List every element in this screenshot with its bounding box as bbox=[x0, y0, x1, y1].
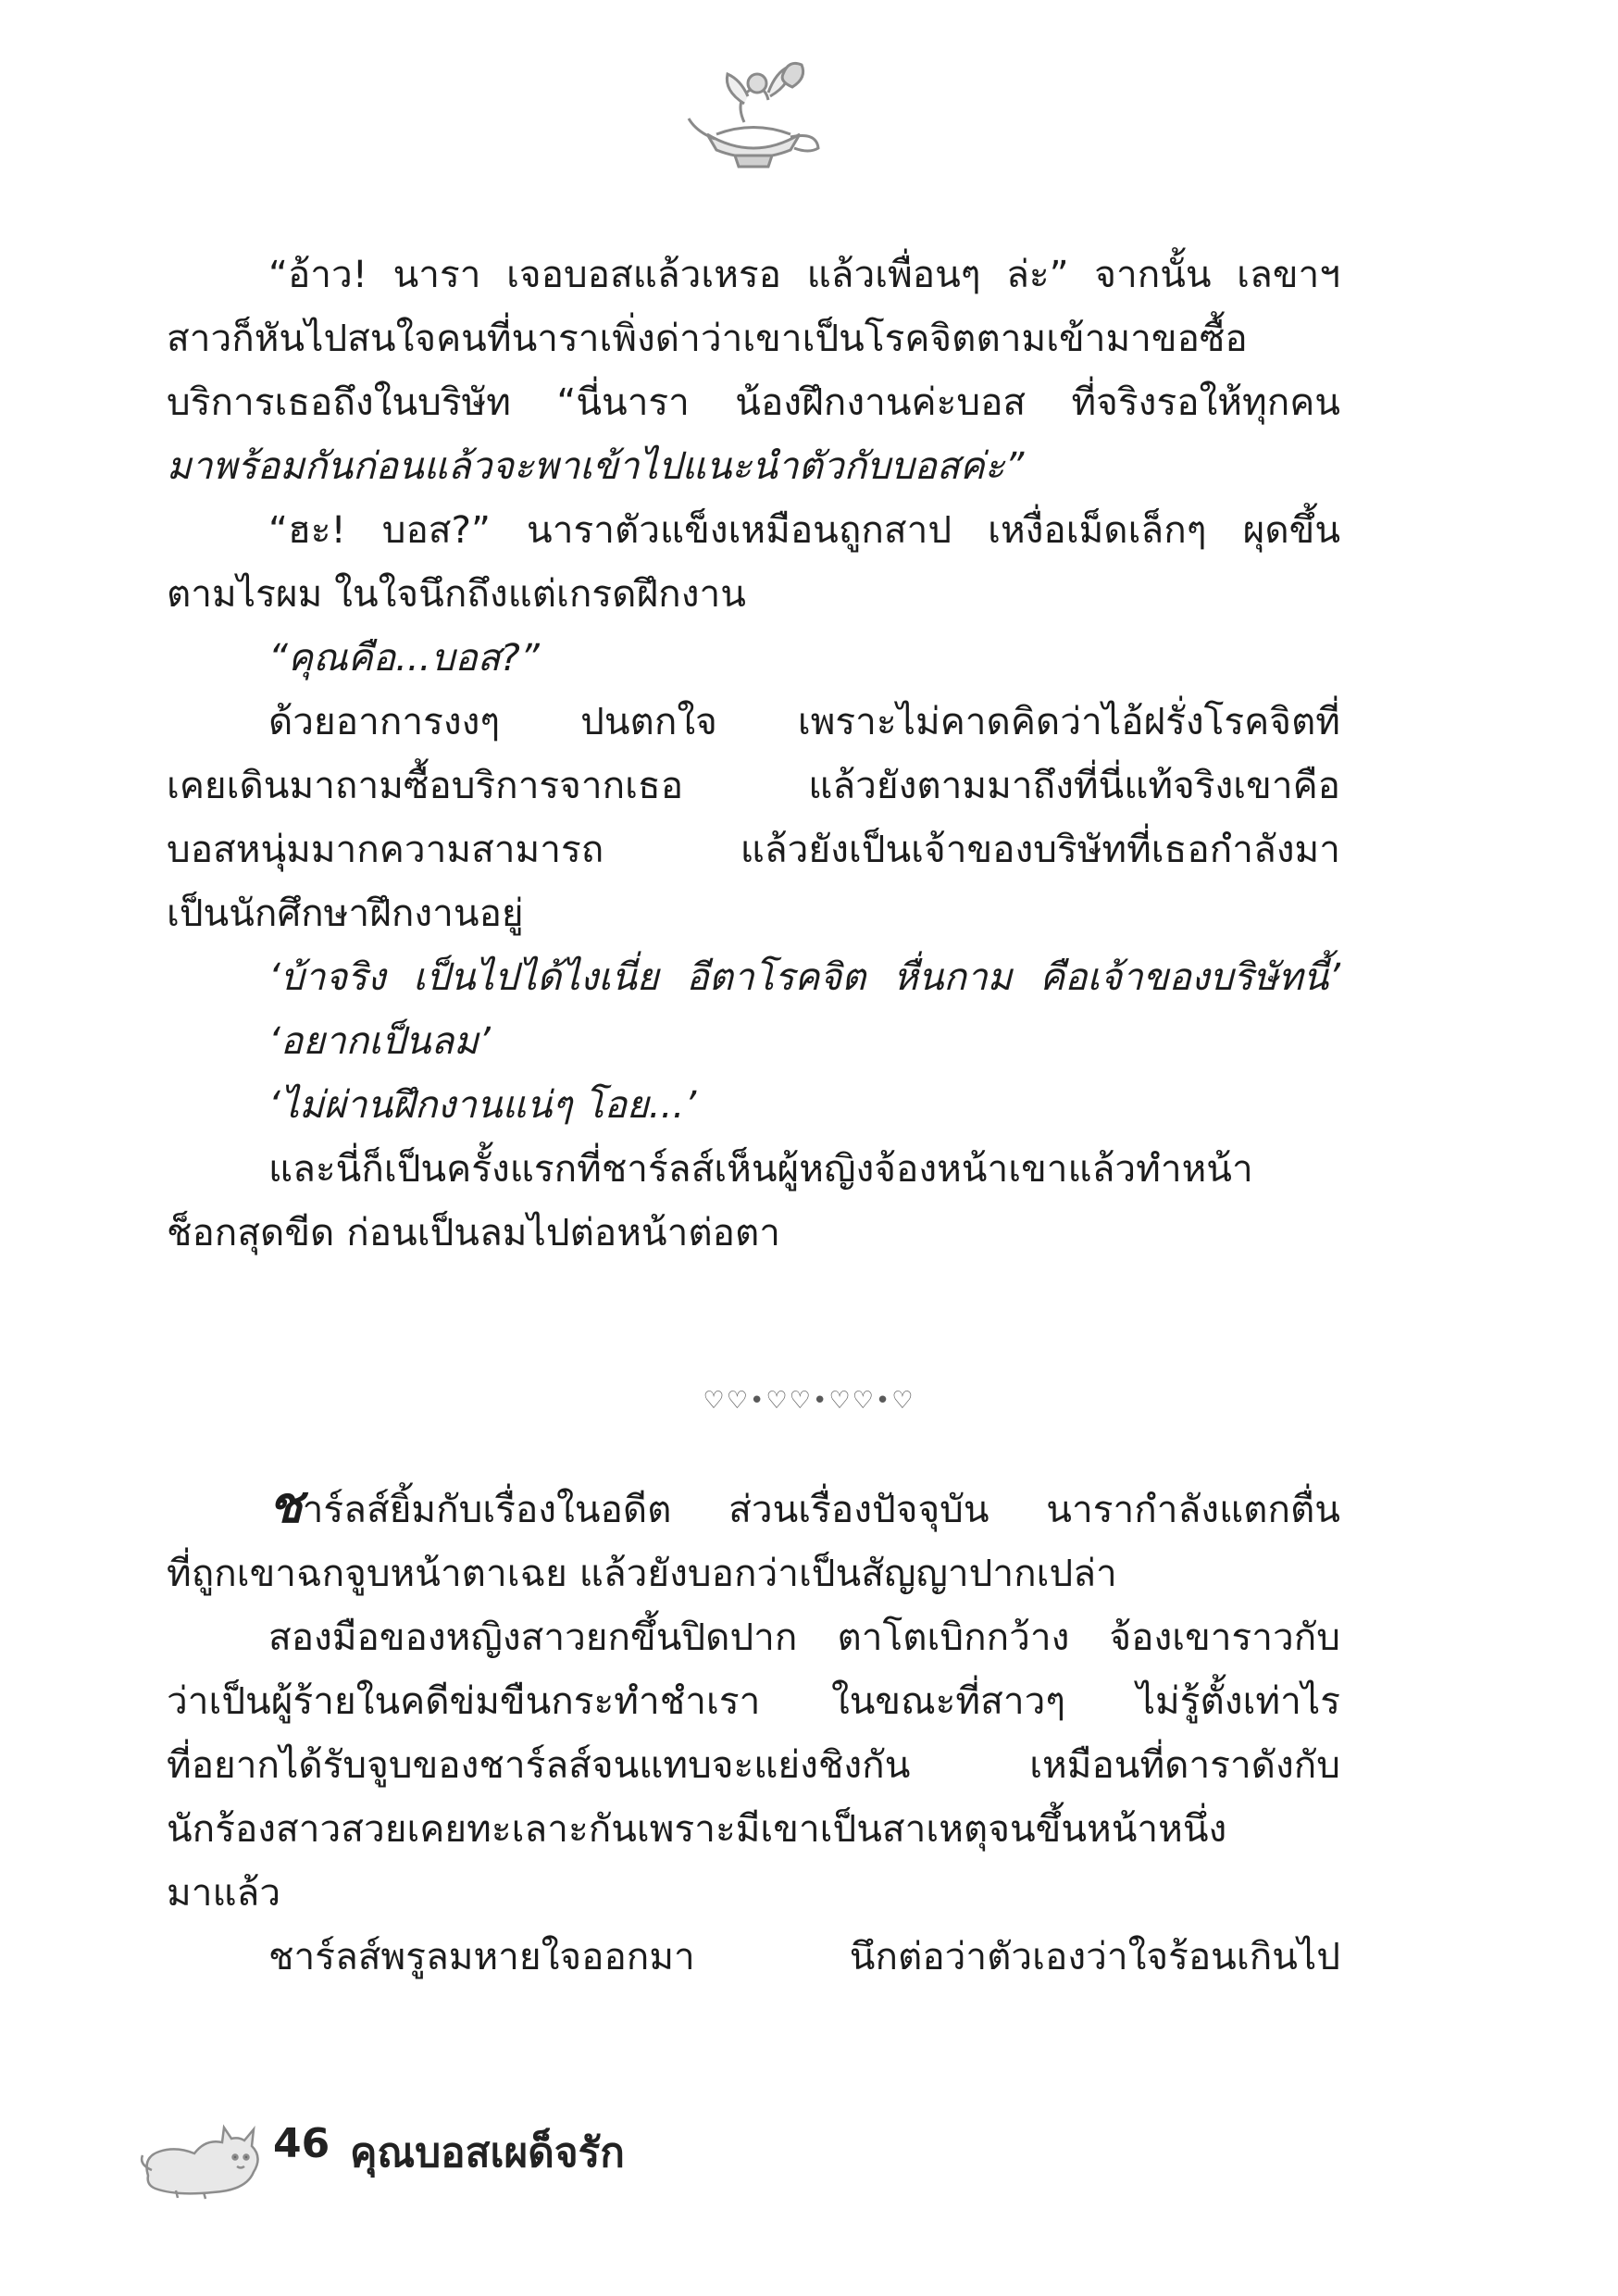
text-line: ‘บ้าจริง เป็นไปได้ไงเนี่ย อีตาโรคจิต หื่นกาม คือเจ้าของบริษัทนี้’ bbox=[268, 955, 1340, 999]
cat-icon bbox=[139, 2111, 268, 2200]
text-line: “คุณคือ...บอส?” bbox=[268, 635, 540, 680]
text-line: “อ้าว! นารา เจอบอสแล้วเหรอ แล้วเพื่อนๆ ล่ะ” จากนั้น เลขาฯ bbox=[268, 252, 1340, 296]
text-line: ด้วยอาการงงๆ ปนตกใจ เพราะไม่คาดคิดว่าไอ้ฝรั่งโรคจิตที่ bbox=[268, 699, 1340, 743]
page-footer bbox=[139, 2103, 879, 2205]
book-title: คุณบอสเผด็จรัก bbox=[350, 2129, 625, 2177]
text-line: ที่อยากได้รับจูบของชาร์ลส์จนแทบจะแย่งชิงกัน เหมือนที่ดาราดังกับ bbox=[167, 1742, 1340, 1787]
body-text-top bbox=[167, 243, 1340, 1265]
text-line: มาแล้ว bbox=[167, 1870, 281, 1915]
text-line: นักร้องสาวสวยเคยทะเลาะกันเพราะมีเขาเป็นสาเหตุจนขึ้นหน้าหนึ่ง bbox=[167, 1806, 1227, 1851]
cupid-teapot-icon bbox=[679, 46, 828, 176]
text-line: “ฮะ! บอส?” นาราตัวแข็งเหมือนถูกสาป เหงื่อเม็ดเล็กๆ ผุดขึ้น bbox=[268, 507, 1340, 552]
text-line: เคยเดินมาถามซื้อบริการจากเธอ แล้วยังตามมาถึงที่นี่แท้จริงเขาคือ bbox=[167, 763, 1340, 807]
body-text-bottom bbox=[167, 1478, 1340, 1989]
text-line: และนี่ก็เป็นครั้งแรกที่ชาร์ลส์เห็นผู้หญิงจ้องหน้าเขาแล้วทำหน้า bbox=[268, 1146, 1253, 1191]
text-line: ช็อกสุดขีด ก่อนเป็นลมไปต่อหน้าต่อตา bbox=[167, 1210, 780, 1254]
text-line: ว่าเป็นผู้ร้ายในคดีข่มขืนกระทำชำเรา ในขณะที่สาวๆ ไม่รู้ตั้งเท่าไร bbox=[167, 1678, 1340, 1723]
text-line: ‘อยากเป็นลม’ bbox=[268, 1018, 491, 1063]
text-line: ‘ไม่ผ่านฝึกงานแน่ๆ โอย...’ bbox=[268, 1082, 697, 1127]
page-number: 46 bbox=[273, 2120, 330, 2167]
text-line: ตามไรผม ในใจนึกถึงแต่เกรดฝึกงาน bbox=[167, 571, 746, 616]
text-line: ที่ถูกเขาฉกจูบหน้าตาเฉย แล้วยังบอกว่าเป็นสัญญาปากเปล่า bbox=[167, 1551, 1117, 1595]
text-line bbox=[167, 1478, 1340, 1541]
section-divider: ♡♡•♡♡•♡♡•♡ bbox=[703, 1387, 915, 1415]
text-line: สองมือของหญิงสาวยกขึ้นปิดปาก ตาโตเบิกกว้าง จ้องเขาราวกับ bbox=[268, 1615, 1340, 1659]
text-line: บริการเธอถึงในบริษัท “นี่นารา น้องฝึกงานค่ะบอส ที่จริงรอให้ทุกคน bbox=[167, 380, 1340, 424]
text-line: ชาร์ลส์พรูลมหายใจออกมา นึกต่อว่าตัวเองว่าใจร้อนเกินไป bbox=[268, 1934, 1340, 1978]
text-line-rest: าร์ลส์ยิ้มกับเรื่องในอดีต ส่วนเรื่องปัจจุบัน นารากำลังแตกตื่น bbox=[302, 1487, 1340, 1531]
drop-cap: ช bbox=[268, 1476, 303, 1534]
text-line: บอสหนุ่มมากความสามารถ แล้วยังเป็นเจ้าของบริษัทที่เธอกำลังมา bbox=[167, 827, 1340, 871]
text-line: มาพร้อมกันก่อนแล้วจะพาเข้าไปแนะนำตัวกับบอสค่ะ” bbox=[167, 443, 1025, 488]
text-line: เป็นนักศึกษาฝึกงานอยู่ bbox=[167, 891, 524, 935]
text-line: สาวก็หันไปสนใจคนที่นาราเพิ่งด่าว่าเขาเป็นโรคจิตตามเข้ามาขอซื้อ bbox=[167, 316, 1248, 360]
